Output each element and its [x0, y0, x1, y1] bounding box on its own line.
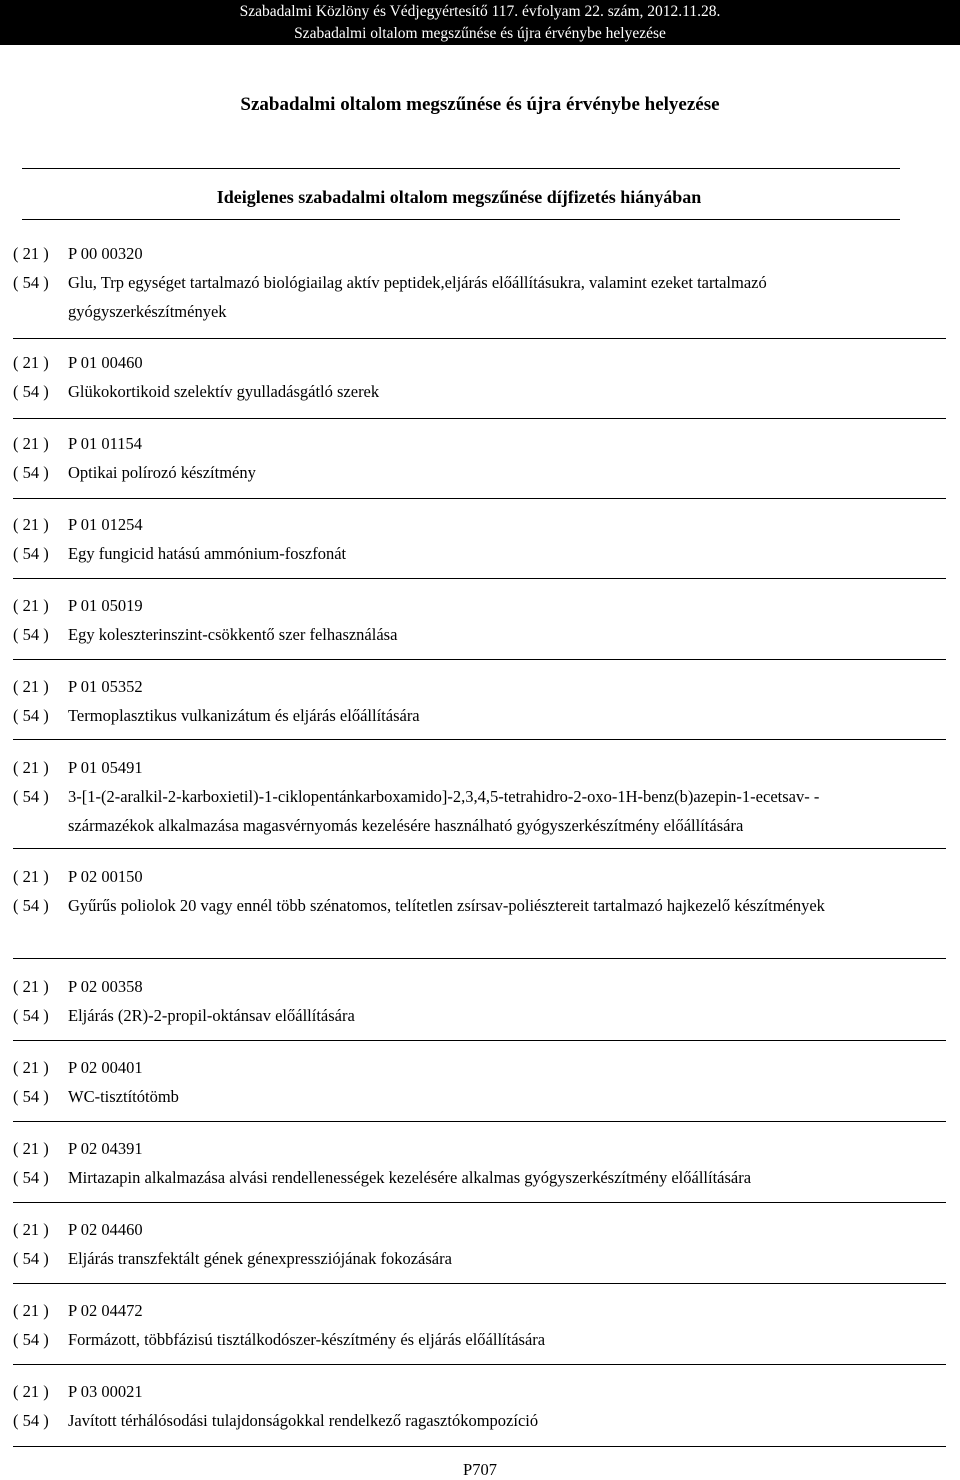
application-number: P 01 01154 — [68, 434, 142, 453]
code-54-label: ( 54 ) — [13, 1087, 49, 1106]
journal-title: Szabadalmi Közlöny és Védjegyértesítő 117. évfolyam 22. szám, 2012.11.28. — [239, 3, 721, 20]
patent-entry — [0, 510, 960, 568]
patent-title: Mirtazapin alkalmazása alvási rendellenességek kezelésére alkalmas gyógyszerkészítmény előállítására — [68, 1168, 752, 1187]
code-21-label: ( 21 ) — [13, 596, 49, 615]
patent-entry — [0, 591, 960, 649]
code-54-label: ( 54 ) — [13, 1411, 49, 1430]
code-54-label: ( 54 ) — [13, 896, 49, 915]
patent-title: Eljárás (2R)-2-propil-oktánsav előállítására — [68, 1006, 355, 1025]
patent-entry — [0, 239, 960, 321]
application-number: P 03 00021 — [68, 1382, 143, 1401]
section-title: Szabadalmi oltalom megszűnése és újra érvénybe helyezése — [240, 94, 720, 115]
code-21-label: ( 21 ) — [13, 1220, 49, 1239]
divider — [13, 848, 946, 849]
patent-entry — [0, 972, 960, 1030]
patent-title: WC-tisztítótömb — [68, 1087, 179, 1106]
code-54-label: ( 54 ) — [13, 273, 49, 292]
code-21-label: ( 21 ) — [13, 515, 49, 534]
divider — [13, 338, 946, 339]
code-21-label: ( 21 ) — [13, 1301, 49, 1320]
application-number: P 02 00150 — [68, 867, 143, 886]
code-54-label: ( 54 ) — [13, 544, 49, 563]
code-21-label: ( 21 ) — [13, 434, 49, 453]
divider — [13, 1446, 946, 1447]
code-54-label: ( 54 ) — [13, 1330, 49, 1349]
code-21-label: ( 21 ) — [13, 677, 49, 696]
header-section-name: Szabadalmi oltalom megszűnése és újra érvénybe helyezése — [294, 25, 666, 42]
code-54-label: ( 54 ) — [13, 706, 49, 725]
application-number: P 01 01254 — [68, 515, 143, 534]
divider — [13, 578, 946, 579]
code-54-label: ( 54 ) — [13, 625, 49, 644]
patent-entry — [0, 1377, 960, 1435]
patent-entry — [0, 672, 960, 730]
patent-title: 3-[1-(2-aralkil-2-karboxietil)-1-ciklopentánkarboxamido]-2,3,4,5-tetrahidro-2-oxo-1H-benz(b)azepin-1-ecetsav- -származékok alkalmazása magasvérnyomás kezelésére használható gyógyszerkészítmény előállítására — [68, 787, 820, 835]
divider — [13, 1040, 946, 1041]
patent-title: Gyűrűs poliolok 20 vagy ennél több szénatomos, telítetlen zsírsav-poliésztereit tartalmazó hajkezelő készítmények — [68, 896, 825, 915]
code-54-label: ( 54 ) — [13, 787, 49, 806]
divider — [13, 1364, 946, 1365]
patent-title: Javított térhálósodási tulajdonságokkal rendelkező ragasztókompozíció — [68, 1411, 539, 1430]
code-54-label: ( 54 ) — [13, 1006, 49, 1025]
code-54-label: ( 54 ) — [13, 1249, 49, 1268]
application-number: P 02 00401 — [68, 1058, 143, 1077]
divider — [13, 1202, 946, 1203]
subsection-title: Ideiglenes szabadalmi oltalom megszűnése díjfizetés hiányában — [216, 187, 702, 207]
divider — [13, 958, 946, 959]
code-54-label: ( 54 ) — [13, 463, 49, 482]
patent-entry — [0, 862, 960, 920]
code-21-label: ( 21 ) — [13, 1139, 49, 1158]
application-number: P 02 04472 — [68, 1301, 143, 1320]
code-21-label: ( 21 ) — [13, 1382, 49, 1401]
application-number: P 00 00320 — [68, 244, 143, 263]
patent-title: Formázott, többfázisú tisztálkodószer-készítmény és eljárás előállítására — [68, 1330, 546, 1349]
patent-title: Glu, Trp egységet tartalmazó biológiailag aktív peptidek,eljárás előállításukra, valamint ezeket tartalmazó gyógyszerkészítmények — [68, 273, 767, 321]
page-header — [0, 0, 960, 45]
divider — [22, 168, 900, 169]
application-number: P 02 04391 — [68, 1139, 143, 1158]
patent-title: Egy fungicid hatású ammónium-foszfonát — [68, 544, 347, 563]
code-21-label: ( 21 ) — [13, 758, 49, 777]
page-number: P707 — [463, 1460, 497, 1479]
code-21-label: ( 21 ) — [13, 1058, 49, 1077]
divider — [13, 418, 946, 419]
application-number: P 01 05352 — [68, 677, 143, 696]
code-21-label: ( 21 ) — [13, 353, 49, 372]
patent-title: Egy koleszterinszint-csökkentő szer felhasználása — [68, 625, 398, 644]
patent-title: Eljárás transzfektált gének génexpressziójának fokozására — [68, 1249, 452, 1268]
patent-entry — [0, 348, 960, 406]
patent-title: Termoplasztikus vulkanizátum és eljárás előállítására — [68, 706, 420, 725]
patent-entry — [0, 1215, 960, 1273]
patent-entry — [0, 429, 960, 487]
code-21-label: ( 21 ) — [13, 977, 49, 996]
patent-entry — [0, 1053, 960, 1111]
code-54-label: ( 54 ) — [13, 382, 49, 401]
code-21-label: ( 21 ) — [13, 244, 49, 263]
patent-title: Glükokortikoid szelektív gyulladásgátló szerek — [68, 382, 380, 401]
patent-entry — [0, 1134, 960, 1192]
code-54-label: ( 54 ) — [13, 1168, 49, 1187]
application-number: P 01 00460 — [68, 353, 143, 372]
divider — [13, 659, 946, 660]
divider — [13, 1283, 946, 1284]
code-21-label: ( 21 ) — [13, 867, 49, 886]
application-number: P 02 04460 — [68, 1220, 143, 1239]
divider — [13, 498, 946, 499]
patent-title: Optikai polírozó készítmény — [68, 463, 256, 482]
divider — [13, 739, 946, 740]
patent-entry — [0, 753, 960, 835]
divider — [13, 1121, 946, 1122]
patent-entry — [0, 1296, 960, 1354]
divider — [22, 219, 900, 220]
application-number: P 01 05019 — [68, 596, 143, 615]
application-number: P 02 00358 — [68, 977, 143, 996]
application-number: P 01 05491 — [68, 758, 143, 777]
